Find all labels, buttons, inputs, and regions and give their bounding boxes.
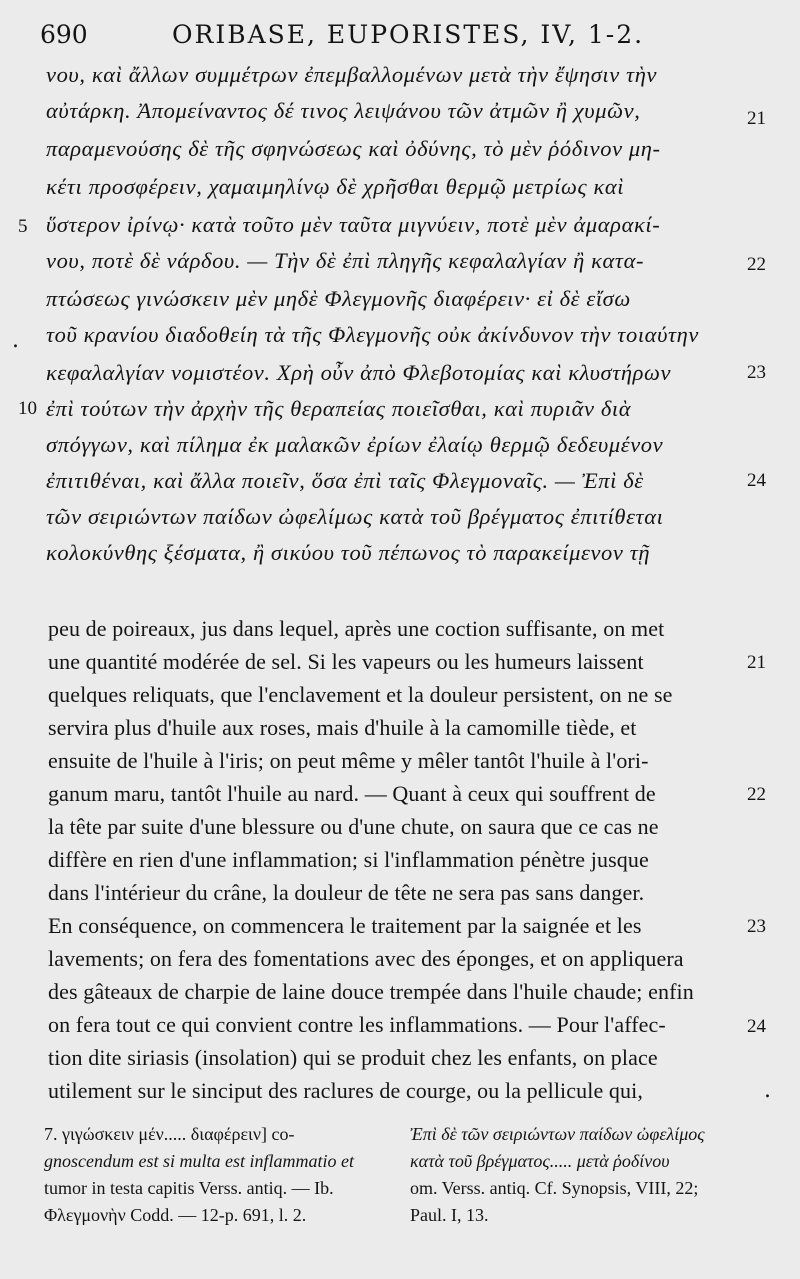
french-line: dans l'intérieur du crâne, la douleur de tête ne sera pas sans danger. [48, 880, 645, 905]
french-line: ensuite de l'huile à l'iris; on peut même y mêler tantôt l'huile à l'ori- [48, 748, 649, 773]
french-line: peu de poireaux, jus dans lequel, après une coction suffisante, on met [48, 616, 665, 641]
section-number: 21 [747, 108, 766, 129]
greek-line: τῶν σειριώντων παίδων ὠφελίμως κατὰ τοῦ βρέγματος ἐπιτίθεται [46, 504, 664, 529]
greek-line: νου, ποτὲ δὲ νάρδου. — Τὴν δὲ ἐπὶ πληγῆς κεφαλαλγίαν ἢ κατα- [46, 248, 645, 273]
page-number: 690 [40, 20, 88, 49]
footnote-line: κατὰ τοῦ βρέγματος..... μετὰ ῥοδίνου [410, 1151, 670, 1171]
french-line: quelques reliquats, que l'enclavement et la douleur persistent, on ne se [48, 682, 673, 707]
french-line: la tête par suite d'une blessure ou d'une chute, on saura que ce cas ne [48, 814, 659, 839]
margin-dot: . [12, 328, 19, 353]
footnote-line: 7. γιγώσκειν μέν..... διαφέρειν] co- [44, 1124, 295, 1144]
french-line: ganum maru, tantôt l'huile au nard. — Quant à ceux qui souffrent de [48, 781, 656, 806]
greek-line: αὐτάρκη. Ἀπομείναντος δέ τινος λειψάνου τῶν ἀτμῶν ἢ χυμῶν, [46, 98, 641, 123]
running-title: ORIBASE, EUPORISTES, IV, 1-2. [172, 20, 645, 49]
page-header [0, 14, 800, 54]
greek-line: πτώσεως γινώσκειν μὲν μηδὲ Φλεγμονῆς διαφέρειν· εἰ δὲ εἴσω [46, 286, 631, 311]
greek-line: τοῦ κρανίου διαδοθείη τὰ τῆς Φλεγμονῆς οὐκ ἀκίνδυνον τὴν τοιαύτην [46, 322, 700, 347]
french-line: une quantité modérée de sel. Si les vapeurs ou les humeurs laissent [48, 649, 644, 674]
footnote-line: tumor in testa capitis Verss. antiq. — Ib. [44, 1178, 334, 1198]
footnote-line: om. Verss. antiq. Cf. Synopsis, VIII, 22; [410, 1178, 699, 1198]
margin-dot: . [764, 1078, 771, 1103]
greek-line: νου, καὶ ἄλλων συμμέτρων ἐπεμβαλλομένων μετὰ τὴν ἔψησιν τὴν [46, 62, 658, 87]
section-number: 23 [747, 362, 766, 383]
footnote-line: Ἐπὶ δὲ τῶν σειριώντων παίδων ὠφελίμος [410, 1124, 705, 1144]
french-line: tion dite siriasis (insolation) qui se produit chez les enfants, on place [48, 1045, 658, 1070]
line-number: 10 [18, 398, 37, 419]
french-line: utilement sur le sinciput des raclures de courge, ou la pellicule qui, [48, 1078, 643, 1103]
french-line: lavements; on fera des fomentations avec des éponges, et on appliquera [48, 946, 684, 971]
section-number: 23 [747, 916, 766, 937]
section-number: 21 [747, 652, 766, 673]
footnote-line: gnoscendum est si multa est inflammatio et [44, 1151, 354, 1171]
greek-line: ὕστερον ἰρίνῳ· κατὰ τοῦτο μὲν ταῦτα μιγνύειν, ποτὲ μὲν ἀμαρακί- [46, 212, 661, 237]
section-number: 22 [747, 254, 766, 275]
footnote-line: Φλεγμονὴν Codd. — 12-p. 691, l. 2. [44, 1205, 307, 1225]
footnote-line: Paul. I, 13. [410, 1205, 489, 1225]
greek-line: κεφαλαλγίαν νομιστέον. Χρὴ οὖν ἀπὸ Φλεβοτομίας καὶ κλυστήρων [46, 360, 672, 385]
greek-line: ἐπιτιθέναι, καὶ ἄλλα ποιεῖν, ὅσα ἐπὶ ταῖς Φλεγμοναῖς. — Ἐπὶ δὲ [46, 468, 644, 493]
section-number: 24 [747, 470, 766, 491]
french-line: des gâteaux de charpie de laine douce trempée dans l'huile chaude; enfin [48, 979, 694, 1004]
french-line: servira plus d'huile aux roses, mais d'huile à la camomille tiède, et [48, 715, 637, 740]
greek-line: σπόγγων, καὶ πίλημα ἐκ μαλακῶν ἐρίων ἐλαίῳ θερμῷ δεδευμένον [46, 432, 664, 457]
french-line: diffère en rien d'une inflammation; si l'inflammation pénètre jusque [48, 847, 649, 872]
greek-line: ἐπὶ τούτων τὴν ἀρχὴν τῆς θεραπείας ποιεῖσθαι, καὶ πυριᾶν διὰ [46, 396, 632, 421]
section-number: 22 [747, 784, 766, 805]
french-line: En conséquence, on commencera le traitement par la saignée et les [48, 913, 642, 938]
line-number: 5 [18, 216, 28, 237]
french-line: on fera tout ce qui convient contre les inflammations. — Pour l'affec- [48, 1012, 666, 1037]
greek-line: κέτι προσφέρειν, χαμαιμηλίνῳ δὲ χρῆσθαι θερμῷ μετρίως καὶ [46, 174, 625, 199]
greek-line: κολοκύνθης ξέσματα, ἢ σικύου τοῦ πέπωνος τὸ παρακείμενον τῇ [46, 540, 651, 565]
section-number: 24 [747, 1016, 766, 1037]
greek-line: παραμενούσης δὲ τῆς σφηνώσεως καὶ ὀδύνης, τὸ μὲν ῥόδινον μη- [46, 136, 661, 161]
